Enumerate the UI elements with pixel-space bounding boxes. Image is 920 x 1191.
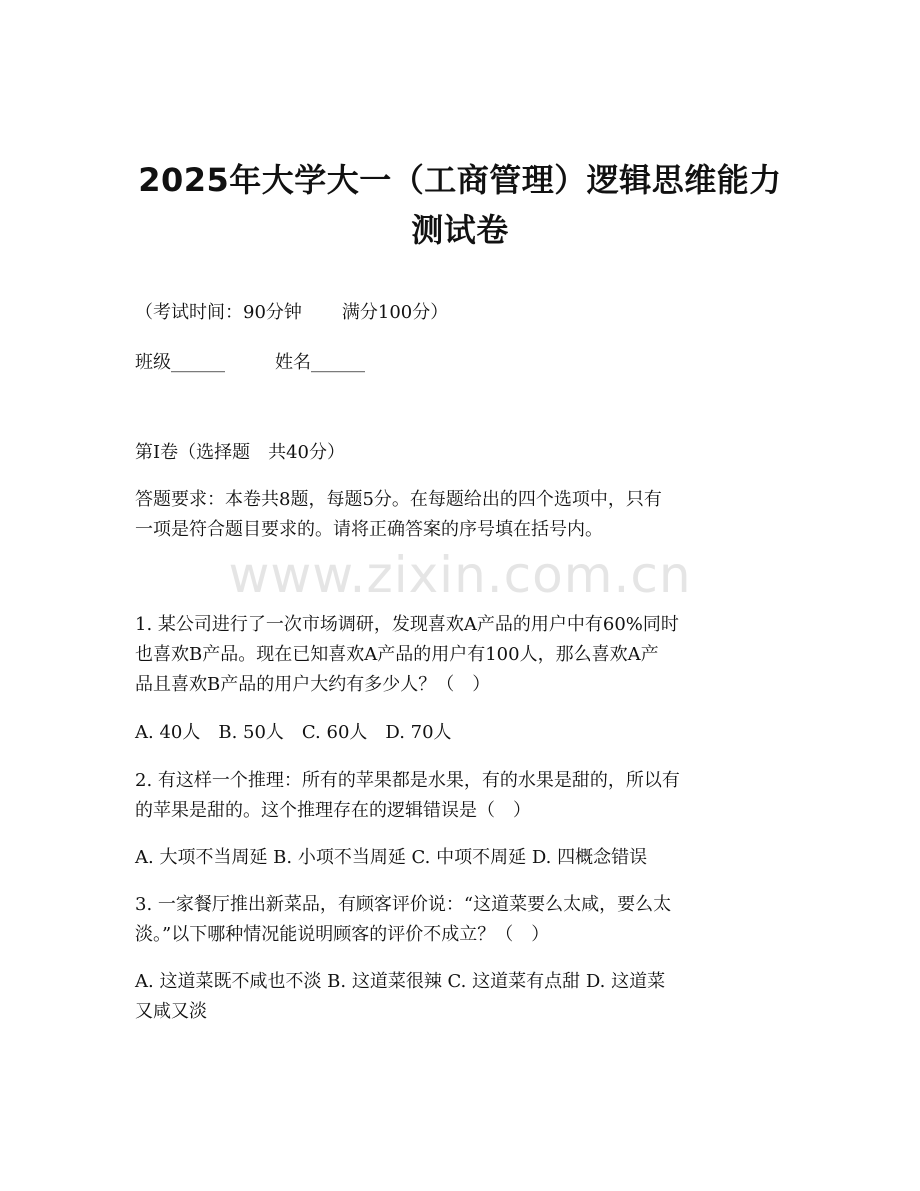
question-1-line-2: 也喜欢B产品。现在已知喜欢A产品的用户有100人，那么喜欢A产 (135, 644, 659, 665)
watermark: www.zixin.com.cn (228, 546, 692, 604)
question-1-options: A. 40人 B. 50人 C. 60人 D. 70人 (135, 722, 452, 743)
question-1-line-3: 品且喜欢B产品的用户大约有多少人？（ ） (135, 674, 491, 695)
section-instructions-line-2: 一项是符合题目要求的。请将正确答案的序号填在括号内。 (135, 519, 603, 540)
page-title-line-2: 测试卷 (411, 211, 509, 249)
section-title: 第I卷（选择题 共40分） (135, 442, 346, 463)
question-3-options-line-1: A. 这道菜既不咸也不淡 B. 这道菜很辣 C. 这道菜有点甜 D. 这道菜 (135, 971, 666, 992)
question-1-line-1: 1. 某公司进行了一次市场调研，发现喜欢A产品的用户中有60%同时 (135, 614, 679, 635)
question-3-line-1: 3. 一家餐厅推出新菜品，有顾客评价说：“这道菜要么太咸，要么太 (135, 894, 672, 915)
question-3-line-2: 淡。”以下哪种情况能说明顾客的评价不成立？（ ） (135, 924, 550, 945)
question-2-line-2: 的苹果是甜的。这个推理存在的逻辑错误是（ ） (135, 800, 531, 821)
question-2-line-1: 2. 有这样一个推理：所有的苹果都是水果，有的水果是甜的，所以有 (135, 770, 680, 791)
section-instructions-line-1: 答题要求：本卷共8题，每题5分。在每题给出的四个选项中，只有 (135, 489, 662, 510)
exam-time: （考试时间：90分钟 (135, 302, 302, 323)
name-field: 姓名______ (275, 352, 365, 373)
class-field: 班级______ (135, 352, 225, 373)
student-fields (135, 348, 795, 378)
question-3-options-line-2: 又咸又淡 (135, 1001, 207, 1022)
exam-score: 满分100分） (341, 302, 449, 323)
page-title-line-1: 2025年大学大一（工商管理）逻辑思维能力 (138, 161, 782, 199)
question-2-options: A. 大项不当周延 B. 小项不当周延 C. 中项不周延 D. 四概念错误 (135, 847, 648, 868)
exam-info (135, 298, 795, 328)
